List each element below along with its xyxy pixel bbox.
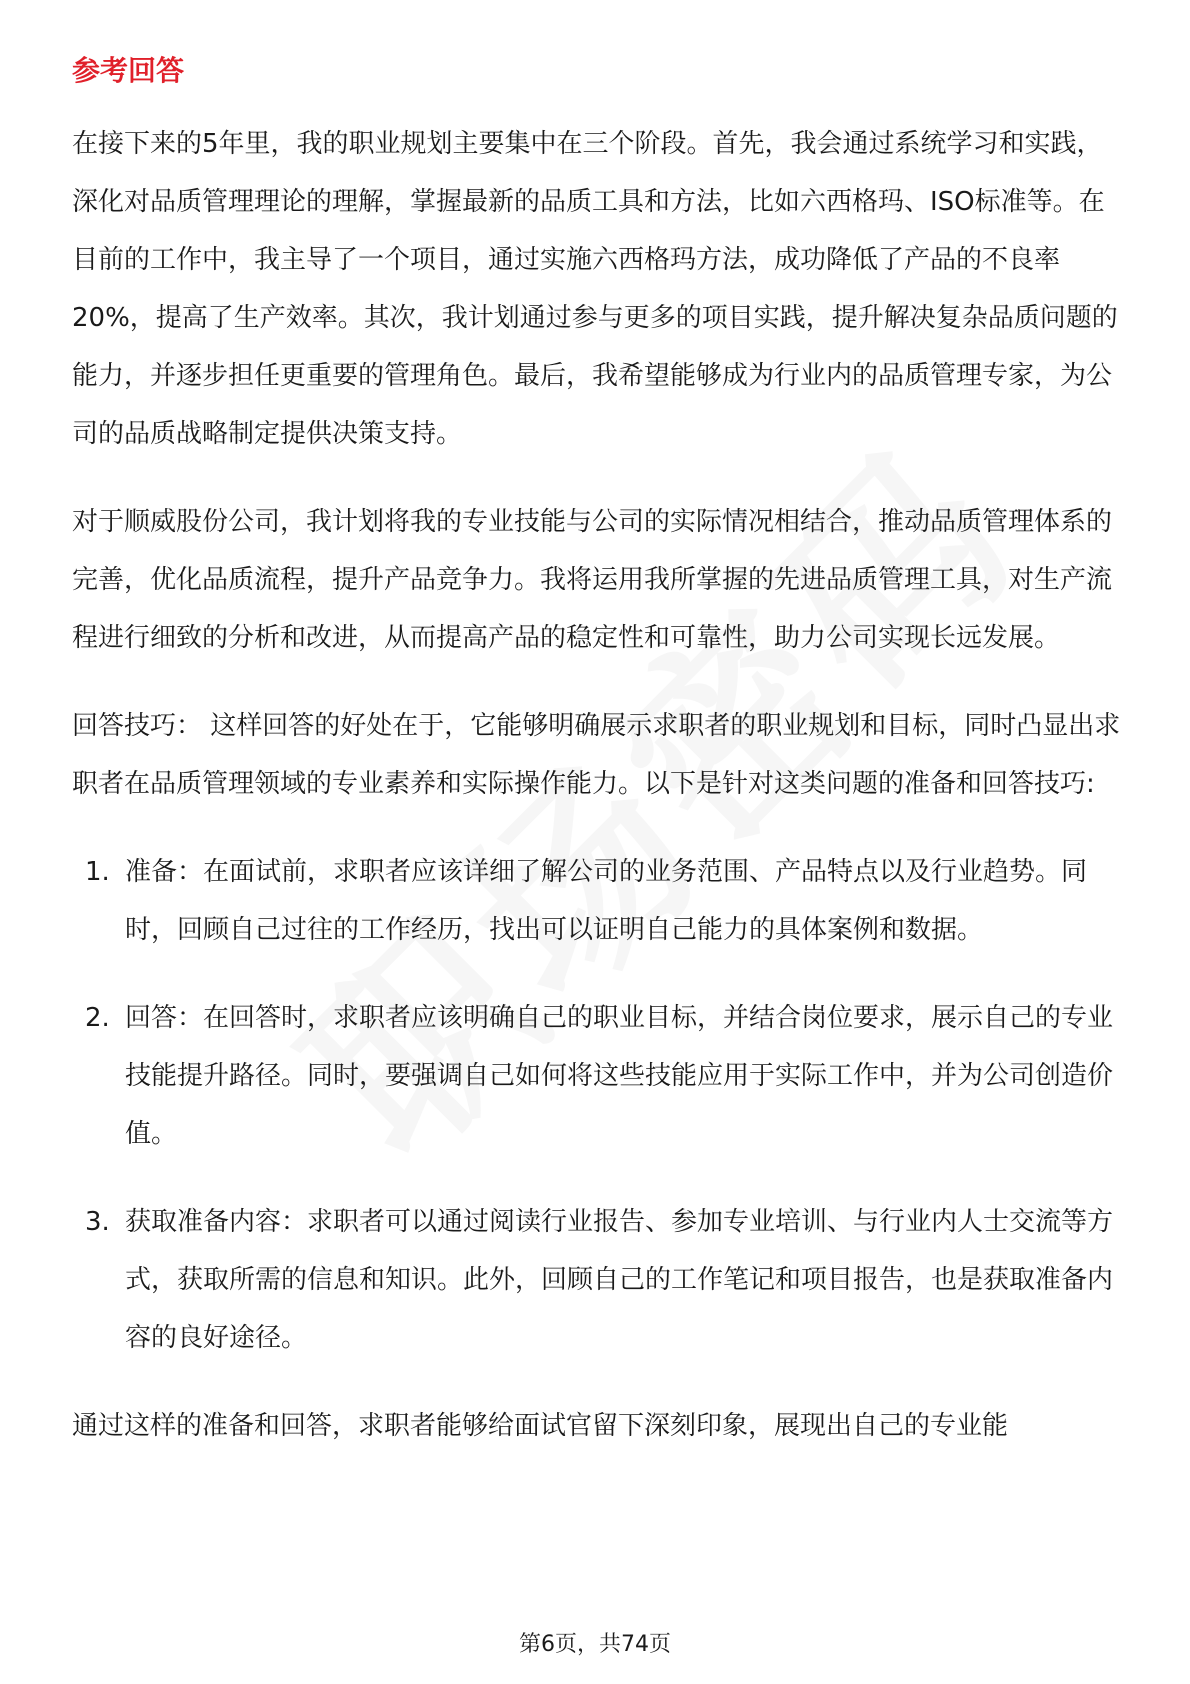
list-item	[72, 1193, 1122, 1367]
list-item-text: 回答：在回答时，求职者应该明确自己的职业目标，并结合岗位要求，展示自己的专业技能提升路径。同时，要强调自己如何将这些技能应用于实际工作中，并为公司创造价值。	[125, 1003, 1114, 1149]
answer-tips-intro: 回答技巧： 这样回答的好处在于，它能够明确展示求职者的职业规划和目标，同时凸显出求职者在品质管理领域的专业素养和实际操作能力。以下是针对这类问题的准备和回答技巧:	[72, 711, 1121, 799]
list-item	[72, 989, 1122, 1163]
document-body	[72, 115, 1122, 1485]
closing-paragraph: 通过这样的准备和回答，求职者能够给面试官留下深刻印象，展现出自己的专业能	[72, 1411, 1009, 1441]
list-item-text: 准备：在面试前，求职者应该详细了解公司的业务范围、产品特点以及行业趋势。同时，回顾自己过往的工作经历，找出可以证明自己能力的具体案例和数据。	[125, 857, 1088, 945]
list-item-number: 1.	[85, 857, 110, 887]
list-item-number: 2.	[85, 1003, 110, 1033]
page-number: 第6页，共74页	[519, 1632, 671, 1657]
list-item-number: 3.	[85, 1207, 110, 1237]
section-heading: 参考回答	[72, 54, 185, 87]
paragraph: 在接下来的5年里，我的职业规划主要集中在三个阶段。首先，我会通过系统学习和实践，深化对品质管理理论的理解，掌握最新的品质工具和方法，比如六西格玛、ISO标准等。在目前的工作中，我主导了一个项目，通过实施六西格玛方法，成功降低了产品的不良率20%，提高了生产效率。其次，我计划通过参与更多的项目实践，提升解决复杂品质问题的能力，并逐步担任更重要的管理角色。最后，我希望能够成为行业内的品质管理专家，为公司的品质战略制定提供决策支持。	[72, 129, 1118, 449]
list-item-text: 获取准备内容：求职者可以通过阅读行业报告、参加专业培训、与行业内人士交流等方式，获取所需的信息和知识。此外，回顾自己的工作笔记和项目报告，也是获取准备内容的良好途径。	[125, 1207, 1114, 1353]
list-item	[72, 843, 1122, 959]
paragraph: 对于顺威股份公司，我计划将我的专业技能与公司的实际情况相结合，推动品质管理体系的完善，优化品质流程，提升产品竞争力。我将运用我所掌握的先进品质管理工具，对生产流程进行细致的分析和改进，从而提高产品的稳定性和可靠性，助力公司实现长远发展。	[72, 507, 1113, 653]
tips-list	[72, 843, 1122, 1367]
